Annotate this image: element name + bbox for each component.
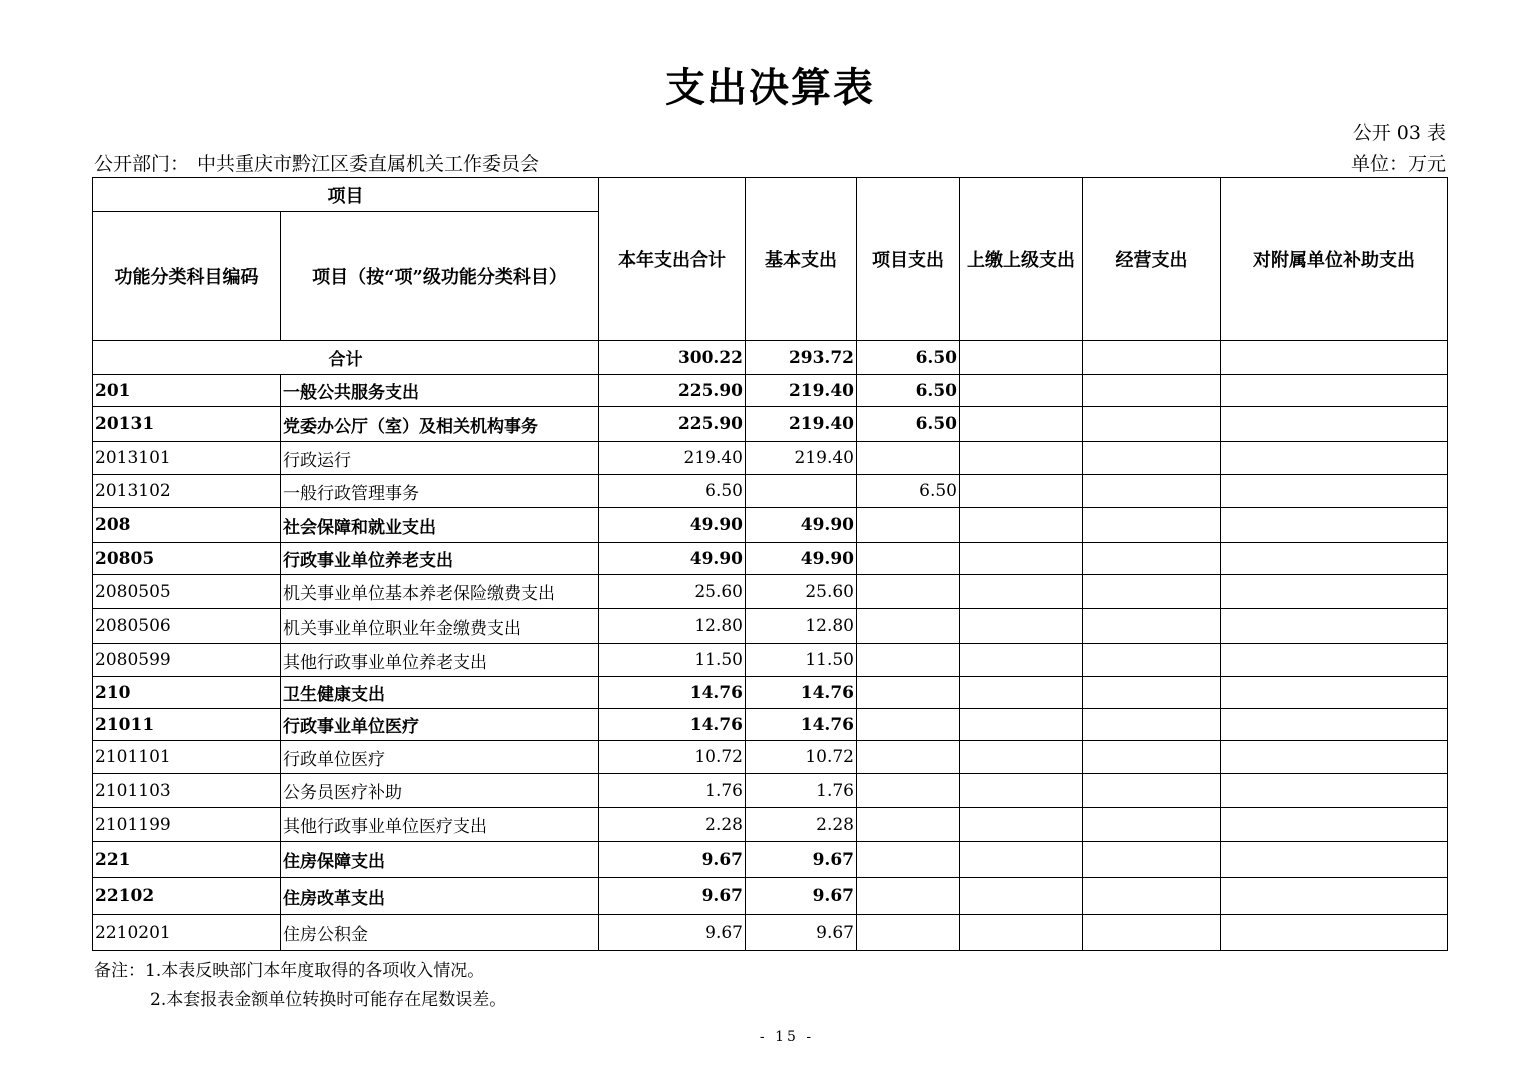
- row-project: [857, 709, 960, 741]
- row-subsidy: [1221, 575, 1448, 609]
- row-upper: [960, 741, 1083, 774]
- total-row: [93, 341, 1448, 375]
- header-total: 本年支出合计: [599, 178, 746, 341]
- row-upper: [960, 774, 1083, 808]
- row-business: [1083, 475, 1221, 508]
- row-business: [1083, 842, 1221, 878]
- table-row: [93, 808, 1448, 842]
- row-basic: 9.67: [746, 878, 857, 915]
- row-name: 其他行政事业单位医疗支出: [281, 808, 599, 842]
- row-upper: [960, 508, 1083, 543]
- row-name: 行政事业单位养老支出: [281, 543, 599, 575]
- row-subsidy: [1221, 609, 1448, 644]
- row-project: [857, 575, 960, 609]
- row-total: 49.90: [599, 508, 746, 543]
- table-number: 公开 03 表: [1352, 122, 1446, 144]
- row-basic: 14.76: [746, 677, 857, 709]
- row-basic: 219.40: [746, 407, 857, 442]
- table-row: [93, 407, 1448, 442]
- row-total: 12.80: [599, 609, 746, 644]
- row-project: [857, 442, 960, 475]
- row-total: 25.60: [599, 575, 746, 609]
- row-code: 20131: [93, 407, 281, 442]
- row-business: [1083, 808, 1221, 842]
- row-upper: [960, 709, 1083, 741]
- row-basic: [746, 475, 857, 508]
- row-project: [857, 677, 960, 709]
- header-code: 功能分类科目编码: [93, 212, 281, 341]
- row-name: 其他行政事业单位养老支出: [281, 644, 599, 677]
- row-project: [857, 741, 960, 774]
- header-upper: 上缴上级支出: [960, 178, 1083, 341]
- table-row: [93, 508, 1448, 543]
- row-name: 行政单位医疗: [281, 741, 599, 774]
- table-row: [93, 741, 1448, 774]
- row-name: 住房保障支出: [281, 842, 599, 878]
- row-name: 一般行政管理事务: [281, 475, 599, 508]
- row-subsidy: [1221, 677, 1448, 709]
- row-basic: 1.76: [746, 774, 857, 808]
- row-project: 6.50: [857, 375, 960, 407]
- row-project: [857, 915, 960, 951]
- table-row: [93, 644, 1448, 677]
- row-name: 机关事业单位基本养老保险缴费支出: [281, 575, 599, 609]
- row-basic: 25.60: [746, 575, 857, 609]
- row-name: 党委办公厅（室）及相关机构事务: [281, 407, 599, 442]
- row-upper: [960, 575, 1083, 609]
- row-total: 2.28: [599, 808, 746, 842]
- row-upper: [960, 677, 1083, 709]
- department-label: 公开部门：: [94, 153, 190, 175]
- row-subsidy: [1221, 741, 1448, 774]
- row-upper: [960, 609, 1083, 644]
- row-basic: 10.72: [746, 741, 857, 774]
- row-project: 6.50: [857, 407, 960, 442]
- department-name: 中共重庆市黔江区委直属机关工作委员会: [197, 153, 540, 175]
- total-project: 6.50: [857, 341, 960, 375]
- row-subsidy: [1221, 475, 1448, 508]
- row-total: 219.40: [599, 442, 746, 475]
- row-business: [1083, 741, 1221, 774]
- row-subsidy: [1221, 842, 1448, 878]
- row-project: [857, 508, 960, 543]
- row-business: [1083, 508, 1221, 543]
- table-row: [93, 842, 1448, 878]
- row-code: 21011: [93, 709, 281, 741]
- row-code: 2101101: [93, 741, 281, 774]
- row-project: [857, 609, 960, 644]
- row-total: 11.50: [599, 644, 746, 677]
- row-business: [1083, 609, 1221, 644]
- row-project: [857, 842, 960, 878]
- row-code: 2101103: [93, 774, 281, 808]
- row-upper: [960, 407, 1083, 442]
- row-total: 225.90: [599, 407, 746, 442]
- total-subsidy: [1221, 341, 1448, 375]
- row-code: 2013101: [93, 442, 281, 475]
- row-name: 住房改革支出: [281, 878, 599, 915]
- row-total: 1.76: [599, 774, 746, 808]
- department-line: [94, 149, 539, 176]
- row-business: [1083, 575, 1221, 609]
- table-row: [93, 677, 1448, 709]
- row-project: 6.50: [857, 475, 960, 508]
- row-code: 208: [93, 508, 281, 543]
- row-subsidy: [1221, 915, 1448, 951]
- row-subsidy: [1221, 808, 1448, 842]
- row-basic: 2.28: [746, 808, 857, 842]
- row-code: 2101199: [93, 808, 281, 842]
- row-subsidy: [1221, 709, 1448, 741]
- note-line-1: 备注：1.本表反映部门本年度取得的各项收入情况。: [94, 961, 485, 981]
- row-project: [857, 808, 960, 842]
- row-project: [857, 878, 960, 915]
- table-row: [93, 709, 1448, 741]
- row-code: 2080506: [93, 609, 281, 644]
- row-name: 机关事业单位职业年金缴费支出: [281, 609, 599, 644]
- row-basic: 219.40: [746, 442, 857, 475]
- total-total: 300.22: [599, 341, 746, 375]
- table-row: [93, 609, 1448, 644]
- row-subsidy: [1221, 878, 1448, 915]
- header-basic: 基本支出: [746, 178, 857, 341]
- row-business: [1083, 442, 1221, 475]
- table-row: [93, 475, 1448, 508]
- page-number: - 15 -: [759, 1029, 815, 1045]
- row-total: 6.50: [599, 475, 746, 508]
- row-subsidy: [1221, 644, 1448, 677]
- row-total: 9.67: [599, 878, 746, 915]
- row-project: [857, 774, 960, 808]
- row-subsidy: [1221, 774, 1448, 808]
- row-business: [1083, 709, 1221, 741]
- row-code: 2080599: [93, 644, 281, 677]
- row-code: 20805: [93, 543, 281, 575]
- total-upper: [960, 341, 1083, 375]
- row-code: 210: [93, 677, 281, 709]
- row-basic: 9.67: [746, 842, 857, 878]
- table-row: [93, 543, 1448, 575]
- row-subsidy: [1221, 407, 1448, 442]
- row-business: [1083, 543, 1221, 575]
- row-business: [1083, 677, 1221, 709]
- row-total: 10.72: [599, 741, 746, 774]
- row-name: 行政事业单位医疗: [281, 709, 599, 741]
- row-project: [857, 543, 960, 575]
- row-business: [1083, 407, 1221, 442]
- header-row-1: [93, 178, 1448, 212]
- row-subsidy: [1221, 375, 1448, 407]
- row-business: [1083, 915, 1221, 951]
- row-business: [1083, 375, 1221, 407]
- row-total: 9.67: [599, 842, 746, 878]
- header-business: 经营支出: [1083, 178, 1221, 341]
- page-title: 支出决算表: [665, 64, 875, 111]
- row-name: 公务员医疗补助: [281, 774, 599, 808]
- row-total: 14.76: [599, 677, 746, 709]
- row-upper: [960, 842, 1083, 878]
- row-basic: 9.67: [746, 915, 857, 951]
- header-project-expense: 项目支出: [857, 178, 960, 341]
- row-basic: 14.76: [746, 709, 857, 741]
- table-row: [93, 375, 1448, 407]
- row-upper: [960, 644, 1083, 677]
- table-row: [93, 575, 1448, 609]
- row-basic: 49.90: [746, 543, 857, 575]
- row-name: 社会保障和就业支出: [281, 508, 599, 543]
- row-business: [1083, 878, 1221, 915]
- row-total: 49.90: [599, 543, 746, 575]
- header-subsidy: 对附属单位补助支出: [1221, 178, 1448, 341]
- row-upper: [960, 475, 1083, 508]
- header-project: 项目: [93, 178, 599, 212]
- row-upper: [960, 808, 1083, 842]
- row-subsidy: [1221, 508, 1448, 543]
- table-row: [93, 915, 1448, 951]
- row-upper: [960, 878, 1083, 915]
- row-total: 9.67: [599, 915, 746, 951]
- table-row: [93, 878, 1448, 915]
- row-name: 住房公积金: [281, 915, 599, 951]
- table-row: [93, 442, 1448, 475]
- note-line-2: 2.本套报表金额单位转换时可能存在尾数误差。: [150, 990, 507, 1010]
- row-basic: 12.80: [746, 609, 857, 644]
- row-basic: 219.40: [746, 375, 857, 407]
- total-basic: 293.72: [746, 341, 857, 375]
- row-total: 14.76: [599, 709, 746, 741]
- row-code: 2210201: [93, 915, 281, 951]
- unit-label: 单位：万元: [1350, 153, 1446, 175]
- row-subsidy: [1221, 442, 1448, 475]
- expenditure-table: [92, 177, 1448, 951]
- row-code: 2013102: [93, 475, 281, 508]
- row-upper: [960, 543, 1083, 575]
- table-row: [93, 774, 1448, 808]
- row-subsidy: [1221, 543, 1448, 575]
- row-total: 225.90: [599, 375, 746, 407]
- row-name: 行政运行: [281, 442, 599, 475]
- row-name: 卫生健康支出: [281, 677, 599, 709]
- row-basic: 11.50: [746, 644, 857, 677]
- row-business: [1083, 644, 1221, 677]
- row-upper: [960, 375, 1083, 407]
- row-code: 201: [93, 375, 281, 407]
- row-upper: [960, 442, 1083, 475]
- row-basic: 49.90: [746, 508, 857, 543]
- total-label: 合计: [93, 341, 599, 375]
- row-code: 221: [93, 842, 281, 878]
- row-code: 22102: [93, 878, 281, 915]
- row-code: 2080505: [93, 575, 281, 609]
- row-upper: [960, 915, 1083, 951]
- header-name: 项目（按“项”级功能分类科目）: [281, 212, 599, 341]
- row-project: [857, 644, 960, 677]
- row-business: [1083, 774, 1221, 808]
- row-name: 一般公共服务支出: [281, 375, 599, 407]
- total-business: [1083, 341, 1221, 375]
